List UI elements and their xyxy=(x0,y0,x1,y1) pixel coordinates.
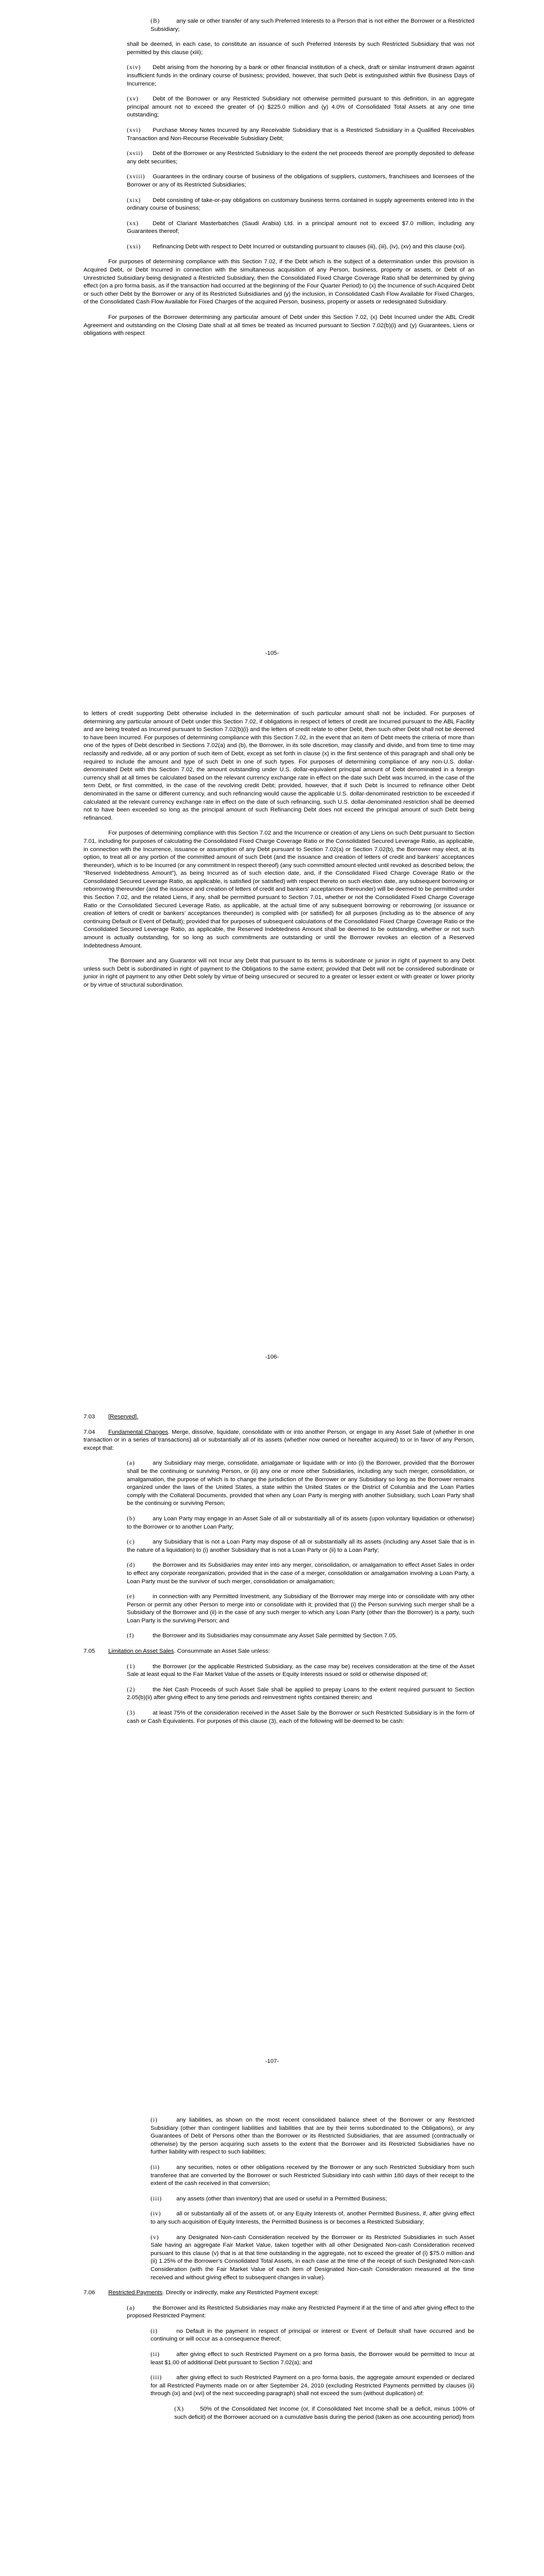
clause-text: Debt of the Borrower or any Restricted Subsidiary not otherwise permitted pursuant to this definition, in an aggregate principal amount not to exceed the greater of (x) $225.0 million and (y) 4.0% of Consolidated Total Assets at any one time outstanding; xyxy=(127,96,474,118)
clause-text: Guarantees in the ordinary course of business of the obligations of suppliers, customers, franchisees and licensees of the Borrower or any of its Restricted Subsidiaries; xyxy=(127,174,474,188)
clause-number: (xiv) xyxy=(127,64,141,71)
section-title-period: . xyxy=(174,1648,177,1655)
page-106 xyxy=(0,690,544,1394)
clause-text: the Net Cash Proceeds of such Asset Sale shall be applied to prepay Loans to the extent required pursuant to Section 2.05(b)(ii) after giving effect to any time periods and reinvestment rights contained therein; and xyxy=(127,1686,474,1701)
section-number: 7.03 xyxy=(84,1414,95,1420)
clause-ii xyxy=(84,2351,474,2367)
clause-i xyxy=(84,2116,474,2157)
paragraph: to letters of credit supporting Debt otherwise included in the determination of such particular amount shall not be included. For purposes of determining any particular amount of Debt under this Section 7.02, if obligations in respect of letters of credit are Incurred pursuant to the ABL Facility and are being treated as Incurred pursuant to Section 7.02(b)(i) and the letters of credit relate to other Debt, then such other Debt shall not be deemed to have been Incurred. For purposes of determining compliance with this Section 7.02, in the event that an item of Debt meets the criteria of more than one of the types of Debt described in Sections 7.02(a) and (b), the Borrower, in its sole discretion, may classify and divide, and from time to time may reclassify and redivide, all or any portion of such item of Debt, except as set forth in clause (x) in the first sentence of this paragraph and shall only be required to include the amount and type of such Debt in one of such types. For purposes of determining compliance of any non-U.S. dollar-denominated Debt with this Section 7.02, the amount outstanding under U.S. dollar-equivalent principal amount of Debt denominated in a foreign currency shall at all times be calculated based on the relevant currency exchange rate in effect on the date such Debt was Incurred, in the case of the term Debt, or first committed, in the case of the revolving credit Debt; provided, however, that if such Debt is Incurred to refinance other Debt denominated in the same or different currency, and such refinancing would cause the applicable U.S. dollar-denominated restriction to be exceeded if calculated at the relevant currency exchange rate in effect on the date of such refinancing, such U.S. dollar-denominated restriction shall be deemed not to have been exceeded so long as the principal amount of such Refinancing Debt does not exceed the principal amount of such Debt being refinanced. xyxy=(84,710,474,821)
section-text: Directly or indirectly, make any Restricted Payment except: xyxy=(166,2290,319,2296)
section-number: 7.05 xyxy=(84,1648,95,1655)
page-105-body xyxy=(84,18,474,345)
section-title-period: . xyxy=(162,2290,166,2296)
clause-B xyxy=(84,18,474,33)
page-105 xyxy=(0,0,544,690)
clause-number: (v) xyxy=(151,2234,159,2241)
section-title: Fundamental Changes xyxy=(108,1429,168,1435)
clause-iii xyxy=(84,2374,474,2398)
clause-1 xyxy=(84,1663,474,1679)
clause-number: (i) xyxy=(151,2117,158,2123)
clause-2 xyxy=(84,1686,474,1702)
clause-xviii xyxy=(84,173,474,189)
clause-xxi xyxy=(84,243,474,251)
page-106-body xyxy=(84,710,474,997)
page-108 xyxy=(0,2097,544,2576)
clause-number: (X) xyxy=(174,2406,184,2413)
clause-xix xyxy=(84,197,474,213)
section-title: Restricted Payments xyxy=(108,2290,163,2296)
clause-text: any liabilities, as shown on the most recent consolidated balance sheet of the Borrower or any Restricted Subsidiary (other than contingent liabilities and liabilities that are by their terms subordinated to the Obligations), or any Guarantees of Debt of Persons other than the Borrower or its Restricted Subsidiaries, that are assumed (contractually or otherwise) by the person acquiring such assets to the extent that the Borrower and its Restricted Subsidiaries have no further liability with respect to such liabilities; xyxy=(151,2117,474,2156)
clause-number: (B) xyxy=(151,18,160,24)
clause-number: (e) xyxy=(127,1594,135,1600)
clause-3 xyxy=(84,1709,474,1725)
paragraph: For purposes of determining compliance with this Section 7.02 and the Incurrence or creation of any Liens on such Debt pursuant to Section 7.01, including for purposes of calculating the Consolidated Fixed Charge Coverage Ratio or the Consolidated Secured Leverage Ratio, as applicable, in connection with the Incurrence, issuance or assumption of any Debt pursuant to Section 7.02(a) or Section 7.02(b), the Borrower may elect, at its option, to treat all or any portion of the committed amount of such Debt (and the issuance and creation of letters of credit and bankers’ acceptances thereunder), which is to be Incurred (or any commitment in respect thereof) (any such committed amount elected until revoked as described below, the “Reserved Indebtedness Amount”), as being Incurred as of such election date, and, if the Consolidated Fixed Charge Coverage Ratio or the Consolidated Secured Leverage Ratio, as applicable, is satisfied (or satisfied) with respect thereto on such election date, any subsequent borrowing or reborrowing thereunder (and the issuance and creation of letters of credit and bankers’ acceptances thereunder) will be deemed to be permitted under this Section 7.02, and the related Liens, if any, shall be permitted pursuant to Section 7.01, whether or not the Consolidated Fixed Charge Coverage Ratio or the Consolidated Secured Leverage Ratio, as applicable, at the actual time of any subsequent borrowing or reborrowing (or issuance or creation of letters of credit or bankers’ acceptances thereunder) is complied with (or satisfied) for all purposes (including as to the absence of any continuing Default or Event of Default); provided that for purposes of subsequent calculations of the Consolidated Fixed Charge Coverage Ratio or the Consolidated Secured Leverage Ratio, as applicable, the Reserved Indebtedness Amount shall be deemed to be outstanding, whether or not such amount is actually outstanding, for so long as such commitments are outstanding or until the Borrower revokes an election of a Reserved Indebtedness Amount. xyxy=(84,830,474,949)
clause-X xyxy=(84,2405,474,2421)
clause-number: (iii) xyxy=(151,2375,162,2381)
clause-text: the Borrower and its Subsidiaries may enter into any merger, consolidation, or amalgamation to effect Asset Sales in order to effect any corporate reorganization, provided that in the case of a merger, consolidation or amalgamation involving a Loan Party, a Loan Party must be the survivor of such merger, consolidation or amalgamation; xyxy=(127,1562,474,1585)
clause-xvi xyxy=(84,127,474,143)
clause-text: any Subsidiary that is not a Loan Party may dispose of all or substantially all its assets (including any Asset Sale that is in the nature of a liquidation) to (i) another Subsidiary that is not a Loan Party or (ii) to a Loan Party; xyxy=(127,1539,474,1553)
clause-text: Debt of Clariant Masterbatches (Saudi Arabia) Ltd. in a principal amount not to exceed $7.0 million, including any Guarantees thereof; xyxy=(127,220,474,235)
clause-number: (xviii) xyxy=(127,174,145,180)
clause-number: (iv) xyxy=(151,2211,161,2217)
clause-number: (iii) xyxy=(151,2195,162,2202)
clause-number: (xix) xyxy=(127,197,141,204)
clause-text: in connection with any Permitted Investment, any Subsidiary of the Borrower may merge into or consolidate with any other Person or permit any other Person to merge into or consolidate with it; provided that (i) the Person surviving such merger shall be a Subsidiary of the Borrower and (ii) in the case of any such merger to which any Loan Party (other than the Borrower) is a party, such Loan Party is the surviving Person; and xyxy=(127,1594,474,1624)
clause-number: (b) xyxy=(127,1515,136,1522)
section-number: 7.04 xyxy=(84,1429,95,1435)
paragraph: The Borrower and any Guarantor will not Incur any Debt that pursuant to its terms is subordinate or junior in right of payment to any Debt unless such Debt is subordinated in right of payment to the Obligations to the same extent; provided that Debt will not be considered subordinate or junior in right of payment to any other Debt solely by virtue of being unsecured or secured to a greater or lesser extent or with greater or lower priority or by virtue of structural subordination. xyxy=(84,958,474,988)
paragraph: For purposes of determining compliance with this Section 7.02, if the Debt which is the subject of a determination under this provision is Acquired Debt, or Debt Incurred in connection with the simultaneous acquisition of any Person, business, property or assets, or Debt of an Unrestricted Subsidiary being designated a Restricted Subsidiary, then the Consolidated Fixed Charge Coverage Ratio shall be determined by giving effect (on a pro forma basis, as if the transaction had occurred at the beginning of the Four Quarter Period) to (x) the Incurrence of such Acquired Debt or such other Debt by the Borrower or any of its Restricted Subsidiaries and (y) the inclusion, in Consolidated Cash Flow Available for Fixed Charges, of the Consolidated Cash Flow Available for Fixed Charges of the acquired Person, business, property or assets or redesignated Subsidiary. xyxy=(84,259,474,306)
clause-number: (xx) xyxy=(127,220,139,227)
clause-f xyxy=(84,1632,474,1640)
section-text: Merge, dissolve, liquidate, consolidate with or into another Person, or engage in any Asset Sale of (whether in one transaction or in a series of transactions) all or substantially all of its assets (whether now owned or hereafter acquired) to or in favor of any Person, except that: xyxy=(84,1429,474,1451)
clause-text: Refinancing Debt with respect to Debt Incurred or outstanding pursuant to clauses (iii), (iii), (iv), (xv) and this clause (xxi). xyxy=(153,243,466,250)
clause-a xyxy=(84,2304,474,2320)
clause-text: any Loan Party may engage in an Asset Sale of all or substantially all of its assets (upon voluntary liquidation or otherwise) to the Borrower or to another Loan Party; xyxy=(127,1515,474,1530)
clause-text: Debt arising from the honoring by a bank or other financial institution of a check, draft or similar instrument drawn against insufficient funds in the ordinary course of business; provided, however, that such Debt is extinguished within five Business Days of Incurrence; xyxy=(127,64,474,87)
clause-xv xyxy=(84,95,474,120)
clause-a xyxy=(84,1460,474,1508)
clause-text: any assets (other than inventory) that are used or useful in a Permitted Business; xyxy=(176,2195,387,2202)
clause-d xyxy=(84,1562,474,1586)
section-heading xyxy=(84,2289,474,2297)
clause-text: all or substantially all of the assets of, or any Equity Interests of, another Permitted Business, if, after giving effect to any such acquisition of Equity Interests, the Permitted Business is or becomes a Restricted Subsidiary; xyxy=(151,2211,474,2225)
clause-number: (c) xyxy=(127,1539,135,1546)
page-number: -107- xyxy=(265,2058,279,2064)
clause-number: (f) xyxy=(127,1633,135,1639)
section-title: [Reserved]. xyxy=(108,1414,139,1420)
clause-xiv xyxy=(84,64,474,88)
paragraph: For purposes of the Borrower determining any particular amount of Debt under this Section 7.02, (x) Debt Incurred under the ABL Credit Agreement and outstanding on the Closing Date shall at all times be treated as Incurred pursuant to Section 7.02(b)(i) and (y) Guarantees, Liens or obligations with respect xyxy=(84,314,474,337)
clause-iv xyxy=(84,2210,474,2226)
page-107-body xyxy=(84,1413,474,1733)
section-heading xyxy=(84,1413,474,1421)
clause-b xyxy=(84,1515,474,1531)
clause-text: the Borrower and its Restricted Subsidiaries may make any Restricted Payment if at the time of and after giving effect to the proposed Restricted Payment: xyxy=(127,2304,474,2319)
clause-i xyxy=(84,2328,474,2344)
section-number: 7.06 xyxy=(84,2290,95,2296)
clause-text: any Subsidiary may merge, consolidate, amalgamate or liquidate with or into (i) the Borrower, provided that the Borrower shall be the continuing or surviving Person, or (ii) any one or more other Subsidiaries, including any such merger, consolidation, or amalgamation, the purpose of which is to change the jurisdiction of the Borrower or any Subsidiary so long as the Borrower remains organized under the laws of the United States, a state within the United States or the District of Columbia and the Loan Parties comply with the Collateral Documents, provided that when any Loan Party is merging with another Subsidiary, such Loan Party shall be the continuing or surviving Person; xyxy=(127,1460,474,1507)
clause-number: (xvi) xyxy=(127,127,141,133)
page-107 xyxy=(0,1394,544,2097)
clause-v xyxy=(84,2234,474,2282)
paragraph: shall be deemed, in each case, to constitute an issuance of such Preferred Interests by such Restricted Subsidiary that was not permitted by this clause (xiii); xyxy=(127,41,474,56)
clause-number: (1) xyxy=(127,1663,136,1670)
clause-text: the Borrower (or the applicable Restricted Subsidiary, as the case may be) receives consideration at the time of the Asset Sale at least equal to the Fair Market Value of the assets or Equity Interests issued or sold or otherwise disposed of; xyxy=(127,1663,474,1678)
clause-number: (i) xyxy=(151,2328,158,2334)
clause-e xyxy=(84,1593,474,1625)
page-108-body xyxy=(84,2116,474,2429)
clause-number: (a) xyxy=(127,1460,135,1467)
page-number: -106- xyxy=(265,1354,279,1360)
clause-number: (ii) xyxy=(151,2351,160,2358)
section-heading xyxy=(84,1429,474,1453)
clause-number: (3) xyxy=(127,1710,136,1717)
clause-text: at least 75% of the consideration received in the Asset Sale by the Borrower or such Restricted Subsidiary is in the form of cash or Cash Equivalents. For purposes of this clause (3), each of the following will be deemed to be cash: xyxy=(127,1710,474,1724)
clause-text: Debt of the Borrower or any Restricted Subsidiary to the extent the net proceeds thereof are promptly deposited to defease any debt securities; xyxy=(127,150,474,165)
clause-number: (xxi) xyxy=(127,243,141,250)
section-title: Limitation on Asset Sales xyxy=(108,1648,174,1655)
clause-text: Purchase Money Notes Incurred by any Receivable Subsidiary that is a Restricted Subsidiary in a Qualified Receivables Transaction and Non-Recourse Receivable Subsidiary Debt; xyxy=(127,127,474,142)
clause-xx xyxy=(84,220,474,236)
clause-c xyxy=(84,1538,474,1554)
clause-text: any Designated Non-cash Consideration received by the Borrower or its Restricted Subsidiaries in such Asset Sale having an aggregate Fair Market Value, taken together with all other Designated Non-cash Consideration received pursuant to this clause (v) that is at that time outstanding in the aggregate, not to exceed the greater of (i) $75.0 million and (ii) 1.25% of the Borrower’s Consolidated Total Assets, in each case at the time of the receipt of such Designated Non-cash Consideration (with the Fair Market Value of each item of Designated Non-cash Consideration measured at the time received and without giving effect to subsequent changes in value). xyxy=(151,2234,474,2281)
section-text: Consummate an Asset Sale unless: xyxy=(177,1648,270,1655)
clause-number: (d) xyxy=(127,1562,136,1569)
clause-text: 50% of the Consolidated Net Income (or, if Consolidated Net Income shall be a deficit, minus 100% of such deficit) of the Borrower accrued on a cumulative basis during the period (taken as one accounting period) from xyxy=(174,2406,474,2420)
clause-number: (2) xyxy=(127,1686,136,1693)
clause-text: after giving effect to such Restricted Payment on a pro forma basis, the aggregate amount expended or declared for all Restricted Payments made on or after September 24, 2010 (excluding Restricted Payments permitted by clauses (ii) through (ix) and (xvi) of the next succeeding paragraph) shall not exceed the sum (without duplication) of: xyxy=(151,2375,474,2397)
page-number: -105- xyxy=(265,650,279,656)
section-title-period: . xyxy=(168,1429,172,1435)
clause-iii xyxy=(84,2195,474,2204)
clause-number: (a) xyxy=(127,2304,135,2311)
clause-text: no Default in the payment in respect of principal or interest or Event of Default shall have occurred and be continuing or will occur as a consequence thereof; xyxy=(151,2328,474,2343)
clause-text: the Borrower and its Subsidiaries may consummate any Asset Sale permitted by Section 7.05. xyxy=(153,1633,398,1639)
clause-text: Debt consisting of take-or-pay obligations on customary business terms contained in supply agreements entered into in the ordinary course of business; xyxy=(127,197,474,212)
clause-number: (xv) xyxy=(127,96,139,103)
clause-xvii xyxy=(84,150,474,166)
clause-text: any securities, notes or other obligations received by the Borrower or any such Restricted Subsidiary from such transferee that are converted by the Borrower or such Restricted Subsidiary into cash within 180 days of their receipt to the extent of the cash received in that conversion; xyxy=(151,2164,474,2187)
clause-ii xyxy=(84,2164,474,2188)
clause-text: after giving effect to such Restricted Payment on a pro forma basis, the Borrower would be permitted to Incur at least $1.00 of additional Debt pursuant to Section 7.02(a); and xyxy=(151,2351,474,2366)
clause-number: (xvii) xyxy=(127,150,143,157)
section-heading xyxy=(84,1648,474,1656)
clause-text: any sale or other transfer of any such Preferred Interests to a Person that is not either the Borrower or a Restricted Subsidiary; xyxy=(151,18,474,32)
clause-number: (ii) xyxy=(151,2164,160,2171)
